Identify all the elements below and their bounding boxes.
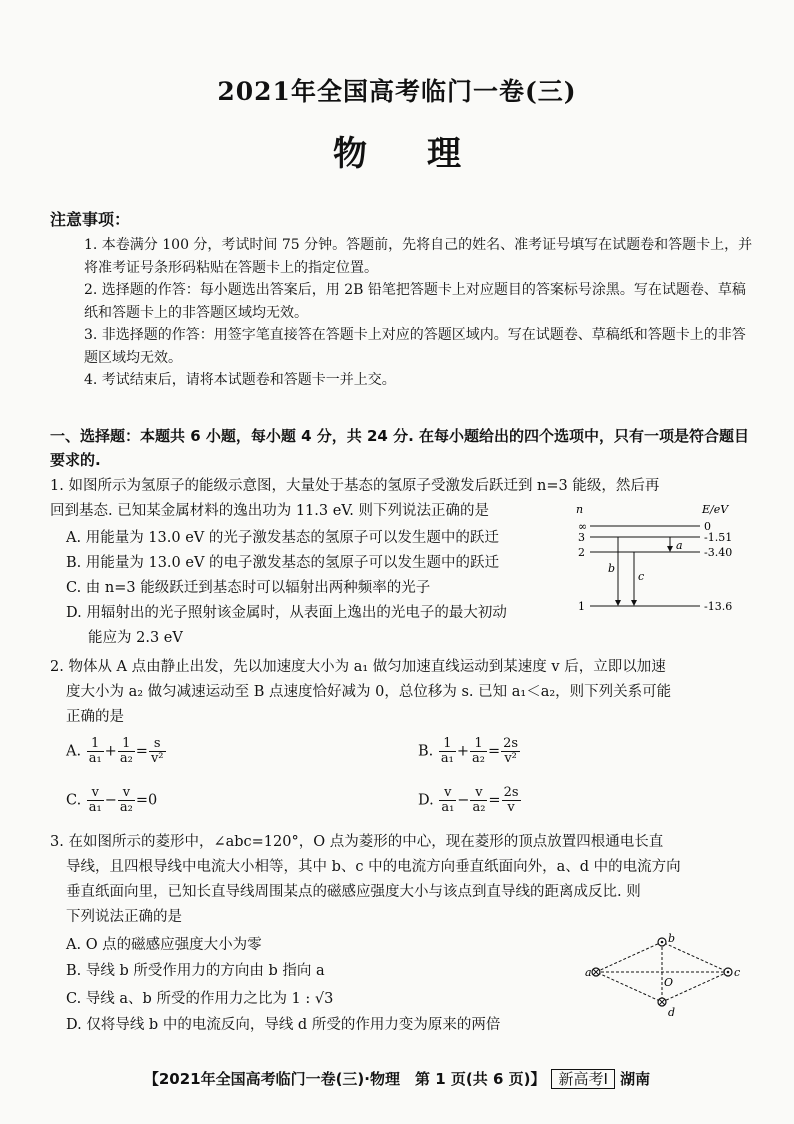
q1-option-a: A. 用能量为 13.0 eV 的光子激发基态的氢原子可以发生题中的跃迁 bbox=[66, 530, 499, 546]
wire-c-icon bbox=[724, 968, 732, 976]
wire-a-icon bbox=[592, 968, 600, 976]
n-axis-label: n bbox=[576, 503, 584, 516]
q2-option-a: A. $\frac{1}{\text{a₁}}$ + $\frac{1}{\text{a₂}}$ = $\frac{s}{\text{v²}}$ bbox=[66, 736, 164, 766]
notice-item-1: 1. 本卷满分 100 分，考试时间 75 分钟。答题前，先将自己的姓名、准考证号填写在试题卷和答题卡上，并将准考证号条形码粘贴在答题卡上的指定位置。 bbox=[84, 237, 753, 276]
q1-stem-line1: 1. 如图所示为氢原子的能级示意图，大量处于基态的氢原子受激发后跃迁到 n=3 能级，然后再 bbox=[50, 478, 660, 494]
footer-region: 湖南 bbox=[620, 1070, 651, 1088]
notice-item-2: 2. 选择题的作答：每小题选出答案后，用 2B 铅笔把答题卡上对应题目的答案标号涂黑。写在试题卷、草稿纸和答题卡上的非答题区域均无效。 bbox=[84, 282, 746, 321]
vertex-a-label: a bbox=[585, 966, 592, 979]
q3-option-d: D. 仅将导线 b 中的电流反向，导线 d 所受的作用力变为原来的两倍 bbox=[66, 1017, 501, 1033]
exam-title: 2021年全国高考临门一卷(三) bbox=[217, 77, 577, 106]
q2-stem-line2: 度大小为 a₂ 做匀减速运动至 B 点速度恰好减为 0，总位移为 s. 已知 a₁＜a₂，则下列关系可能 bbox=[66, 684, 672, 700]
notice-title: 注意事项： bbox=[50, 210, 131, 229]
transition-c-label: c bbox=[638, 570, 645, 583]
level-inf-n: ∞ bbox=[578, 520, 588, 533]
transition-a-label: a bbox=[676, 539, 683, 552]
notice-item-3: 3. 非选择题的作答：用签字笔直接答在答题卡上对应的答题区域内。写在试题卷、草稿纸和答题卡上的非答题区域均无效。 bbox=[84, 327, 746, 366]
level-inf-e: 0 bbox=[704, 520, 711, 533]
q2-stem-line3: 正确的是 bbox=[66, 709, 124, 725]
q1-option-d-line1: D. 用辐射出的光子照射该金属时，从表面上逸出的光电子的最大初动 bbox=[66, 605, 507, 621]
vertex-b-label: b bbox=[668, 932, 676, 945]
vertex-d-label: d bbox=[668, 1006, 676, 1019]
footer-badge: 新高考Ⅰ bbox=[551, 1069, 614, 1089]
center-o-label: O bbox=[664, 976, 674, 989]
level-3-n: 3 bbox=[578, 531, 585, 544]
rhombus-diagram bbox=[584, 930, 744, 1020]
notice-list bbox=[84, 234, 754, 392]
notice-item-4: 4. 考试结束后，请将本试题卷和答题卡一并上交。 bbox=[84, 372, 396, 388]
q3-stem-line3: 垂直纸面向里，已知长直导线周围某点的磁感应强度大小与该点到直导线的距离成反比. 则 bbox=[66, 884, 641, 900]
q2-option-c: C. $\frac{v}{\text{a₁}}$ − $\frac{v}{\text{a₂}}$ =0 bbox=[66, 785, 158, 815]
wire-d-icon bbox=[658, 998, 666, 1006]
energy-level-diagram bbox=[570, 500, 750, 620]
footer-text: 【2021年全国高考临门一卷(三)·物理 第 1 页(共 6 页)】 bbox=[143, 1070, 546, 1088]
q3-stem-line1: 3. 在如图所示的菱形中，∠abc=120°，O 点为菱形的中心，现在菱形的顶点放置四根通电长直 bbox=[50, 834, 664, 850]
q3-stem-line2: 导线，且四根导线中电流大小相等，其中 b、c 中的电流方向垂直纸面向外，a、d 中的电流方向 bbox=[66, 859, 681, 875]
q3-option-c: C. 导线 a、b 所受的作用力之比为 1 : √3 bbox=[66, 991, 334, 1007]
q1-option-d-line2: 能应为 2.3 eV bbox=[88, 630, 183, 646]
q2-option-d: D. $\frac{v}{\text{a₁}}$ − $\frac{v}{\text{a₂}}$ = $\frac{2s}{v}$ bbox=[418, 785, 519, 815]
level-1-n: 1 bbox=[578, 600, 585, 613]
energy-axis-label: E/eV bbox=[702, 503, 729, 516]
wire-b-icon bbox=[658, 938, 666, 946]
vertex-c-label: c bbox=[734, 966, 741, 979]
level-2-e: -3.40 bbox=[704, 546, 733, 559]
section-heading: 一、选择题：本题共 6 小题，每小题 4 分，共 24 分. 在每小题给出的四个选项中，只有一项是符合题目要求的. bbox=[50, 427, 750, 469]
level-1-e: -13.6 bbox=[704, 600, 733, 613]
q2-option-b: B. $\frac{1}{\text{a₁}}$ + $\frac{1}{\text{a₂}}$ = $\frac{2s}{\text{v²}}$ bbox=[418, 736, 519, 766]
q1-stem-line2: 回到基态. 已知某金属材料的逸出功为 11.3 eV. 则下列说法正确的是 bbox=[50, 503, 489, 519]
level-2-n: 2 bbox=[578, 546, 585, 559]
q3-stem-line4: 下列说法正确的是 bbox=[66, 909, 182, 925]
page-footer bbox=[0, 1068, 794, 1089]
q3-option-b: B. 导线 b 所受作用力的方向由 b 指向 a bbox=[66, 963, 325, 979]
q2-stem-line1: 2. 物体从 A 点由静止出发，先以加速度大小为 a₁ 做匀加速直线运动到某速度 v 后，立即以加速 bbox=[50, 659, 666, 675]
q1-option-c: C. 由 n=3 能级跃迁到基态时可以辐射出两种频率的光子 bbox=[66, 580, 431, 596]
q1-option-b: B. 用能量为 13.0 eV 的电子激发基态的氢原子可以发生题中的跃迁 bbox=[66, 555, 500, 571]
q3-option-a: A. O 点的磁感应强度大小为零 bbox=[66, 937, 262, 953]
level-3-e: -1.51 bbox=[704, 531, 733, 544]
transition-b-label: b bbox=[608, 562, 616, 575]
subject-title: 物理 bbox=[333, 134, 521, 174]
